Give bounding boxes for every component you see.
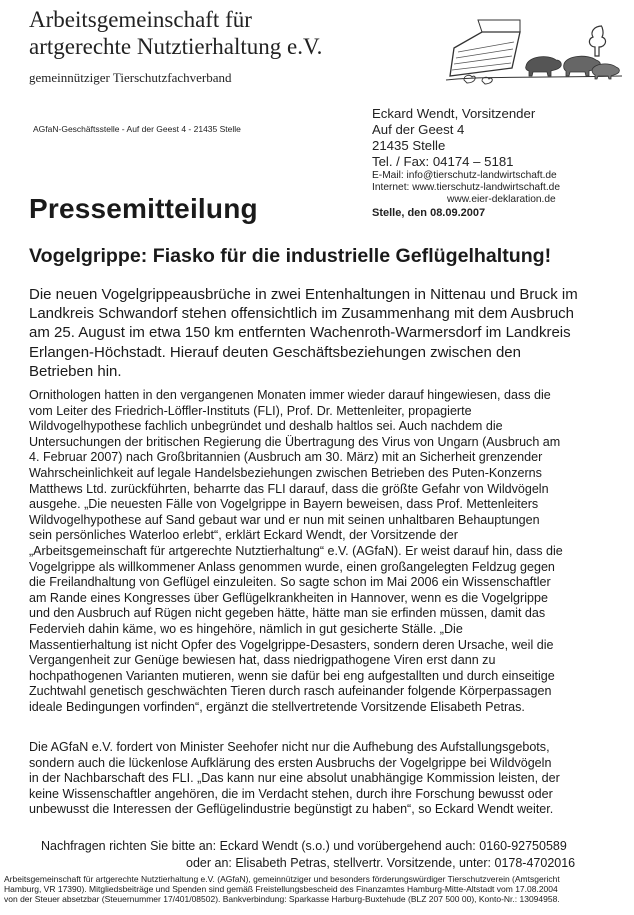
body-paragraph-1 xyxy=(29,388,634,715)
farm-animals-logo-icon xyxy=(442,18,624,90)
body-line: ideale Bedingungen vorfinden“, ergänzt die stellvertretende Vorsitzende Elisabeth Petras. xyxy=(29,699,525,714)
lead-line: Erlangen-Höchstadt. Hierauf deuten Geschäftsbeziehungen zwischen den xyxy=(29,343,521,361)
lead-line: Betrieben hin. xyxy=(29,362,122,380)
contact-block xyxy=(372,106,634,219)
body-paragraph-2 xyxy=(29,740,634,818)
office-address: AGfaN-Geschäftsstelle - Auf der Geest 4 - 21435 Stelle xyxy=(33,124,241,134)
contact-phone: Tel. / Fax: 04174 – 5181 xyxy=(372,154,514,169)
contact-street: Auf der Geest 4 xyxy=(372,122,465,137)
body-line: Ornithologen hatten in den vergangenen Monaten immer wieder darauf hingewiesen, dass die xyxy=(29,388,551,402)
org-name-line1: Arbeitsgemeinschaft für xyxy=(29,7,252,32)
body-line: Untersuchungen der britischen Regierung die Übertragung des Virus von Ungarn (Ausbruch am xyxy=(29,434,561,449)
body-line: „Arbeitsgemeinschaft für artgerechte Nutztierhaltung“ e.V. (AGfaN). Er weist darauf hin, dass die xyxy=(29,543,563,558)
lead-line: Landkreis Schwandorf stehen offensichtlich im Zusammenhang mit dem Ausbruch xyxy=(29,305,575,323)
contact-email[interactable]: E-Mail: info@tierschutz-landwirtschaft.de xyxy=(372,170,557,181)
body-line: und den Ausbruch auf Rügen nicht gegeben hätte, hätte man sie erfinden müssen, damit das xyxy=(29,606,546,621)
body-line: hochpathogenen Varianten mutieren, wenn sie dafür bei eng aufgestallten und durch einseitige xyxy=(29,668,555,683)
lead-line: Die neuen Vogelgrippeausbrüche in zwei Entenhaltungen in Nittenau und Bruck im xyxy=(29,286,578,303)
body-line: 4. Februar 2007) nach Großbritannien (Ausbruch am 30. März) mit an Sicherheit grenzender xyxy=(29,450,543,465)
body-line: Wildvogelhypothese auf Sand gebaut war und er nun mit seinen unhaltbaren Behauptungen xyxy=(29,512,540,527)
body-line: Die AGfaN e.V. fordert von Minister Seehofer nicht nur die Aufhebung des Aufstallungsgebots, xyxy=(29,740,550,754)
body-line: Vogelgrippe als willkommener Anlass genommen wurde, einen großangelegten Feldzug gegen xyxy=(29,559,555,574)
contact-internet-2[interactable]: www.eier-deklaration.de xyxy=(447,194,556,205)
body-line: Matthews Ltd. zurückführten, beharrte das FLI darauf, dass die größte Gefahr von Wildvögeln xyxy=(29,481,549,496)
headline: Vogelgrippe: Fiasko für die industrielle Geflügelhaltung! xyxy=(29,245,552,267)
organization-subtitle: gemeinnütziger Tierschutzfachverband xyxy=(29,70,232,85)
queries-line-1: Nachfragen richten Sie bitte an: Eckard Wendt (s.o.) und vorübergehend auch: 0160-92750589 xyxy=(41,839,567,853)
lead-line: am 25. August im etwa 150 km entfernten Wachenroth-Warmersdorf im Landkreis xyxy=(29,324,571,342)
body-line: Wahrscheinlichkeit auf legale Handelsbeziehungen zwischen Betrieben des Puten-Konzerns xyxy=(29,465,542,480)
body-line: sein persönliches Waterloo erlebt“, erklärt Eckard Wendt, der Vorsitzende der xyxy=(29,528,458,543)
organization-name xyxy=(29,6,389,60)
org-name-line2: artgerechte Nutztierhaltung e.V. xyxy=(29,34,323,59)
document-date: Stelle, den 08.09.2007 xyxy=(372,207,486,219)
body-line: sondern auch die lückenlose Aufklärung des ersten Ausbruchs der Vogelgrippe bei Wildvögeln xyxy=(29,755,552,770)
body-line: unbewusst die Interessen der Geflügelindustrie begünstigt zu haben“, so Eckard Wendt weiter. xyxy=(29,802,554,817)
footer xyxy=(4,874,634,904)
body-line: Federvieh dahin käme, wo es hingehöre, nämlich in gut gesicherte Ställe. „Die xyxy=(29,621,463,636)
body-line: ausgehe. „Die neuesten Fälle von Vogelgrippe in Bayern beweisen, dass Prof. Mettenleiters xyxy=(29,497,539,512)
body-line: Wildvogelhypothese fachlich unbegründet und deshalb haltlos sei. Auch nachdem die xyxy=(29,419,503,434)
body-line: in der Nachbarschaft des FLI. „Das kann nur eine absolut unabhängige Kommission leisten, der xyxy=(29,771,560,786)
body-line: keine Wissenschaftler angehören, die im Verdacht stehen, durch ihre Forschung bewusst oder xyxy=(29,786,553,801)
contact-name: Eckard Wendt, Vorsitzender xyxy=(372,106,536,121)
body-line: Zuchtwahl genetisch geschwächten Tieren durch rasch aufeinander folgende Körperpassagen xyxy=(29,684,552,699)
lead-paragraph xyxy=(29,285,634,381)
body-line: vom Leiter des Friedrich-Löffler-Instituts (FLI), Prof. Dr. Mettenleiter, propagierte xyxy=(29,403,472,418)
body-line: am Rande eines Kongresses über Geflügelkrankheiten in Hannover, wenn es die Vogelgrippe xyxy=(29,590,548,605)
body-line: Massentierhaltung ist nicht Opfer des Vogelgrippe-Desasters, sondern deren Ursache, weil die xyxy=(29,637,554,652)
footer-line-2: Hamburg, VR 17390). Mitgliedsbeiträge und Spenden sind gemäß Freistellungsbescheid des Finanzamtes Hamburg-Mitte-Altstadt vom 17.08.2004 xyxy=(4,884,558,894)
body-line: die Freilandhaltung von Geflügel einzuleiten. So sagte schon im Mai 2006 ein Wissenschaftler xyxy=(29,575,551,590)
contact-internet[interactable]: Internet: www.tierschutz-landwirtschaft.de xyxy=(372,182,560,193)
body-line: Vergangenheit zur Genüge bewiesen hat, dass niedrigpathogene Viren erst dann zu xyxy=(29,653,496,668)
footer-line-3: von der Steuer absetzbar (Steuernummer 17/401/08502). Bankverbindung: Sparkasse Harburg-Buxtehude (BLZ 207 500 00), Konto-Nr.: 13094958. xyxy=(4,894,560,904)
document-title: Pressemitteilung xyxy=(29,193,258,224)
contact-city: 21435 Stelle xyxy=(372,138,446,153)
contact-queries xyxy=(29,838,629,872)
queries-line-2: oder an: Elisabeth Petras, stellvertr. Vorsitzende, unter: 0178-4702016 xyxy=(186,856,576,870)
footer-line-1: Arbeitsgemeinschaft für artgerechte Nutztierhaltung e.V. (AGfaN), gemeinnütziger und besonders förderungswürdiger Tierschutzverein (Amtsgericht xyxy=(4,874,560,884)
